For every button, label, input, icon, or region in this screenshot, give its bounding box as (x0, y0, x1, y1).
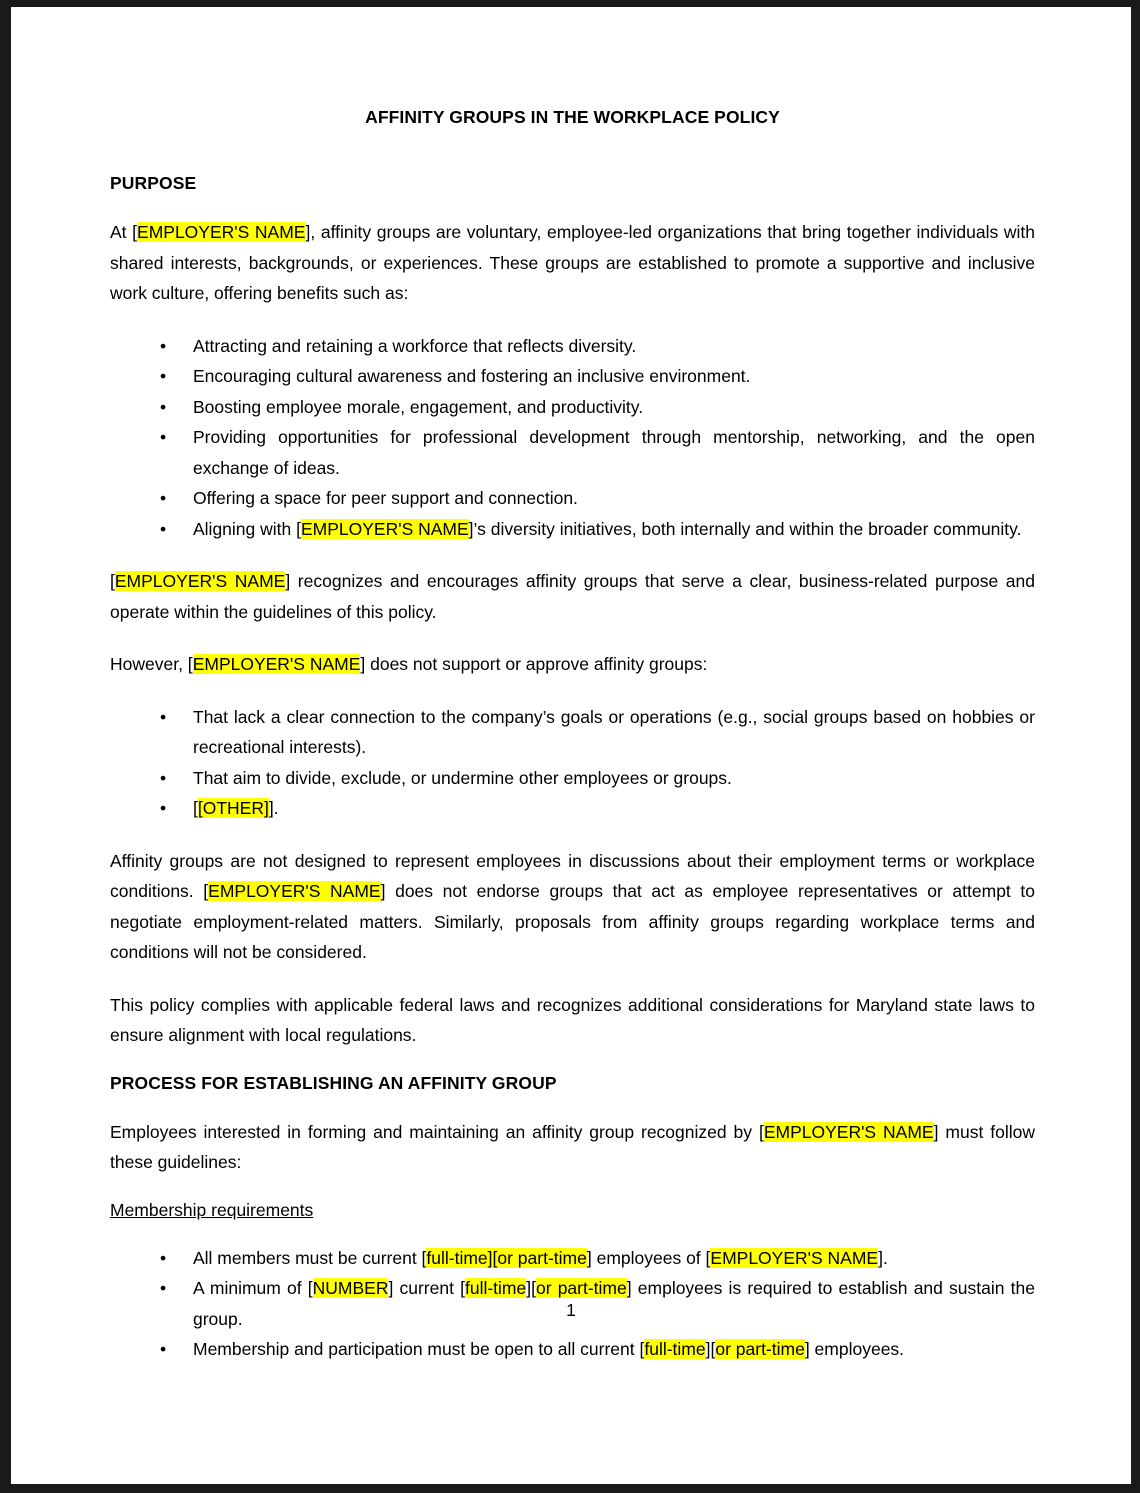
placeholder-part-time: or part-time (715, 1339, 805, 1359)
list-item (110, 793, 1035, 824)
text-fragment: Affinity groups are not designed to represent employees in discussions about their employment terms or workplace conditions. [ (110, 850, 1035, 901)
text-fragment: All members must be current [ (193, 1247, 427, 1268)
list-item: • Offering a space for peer support and connection. (110, 483, 1035, 514)
paragraph-compliance: This policy complies with applicable federal laws and recognizes additional considerations for Maryland state laws to ensure alignment with local regulations. (110, 994, 1035, 1045)
text-fragment: Membership and participation must be open to all current [ (193, 1339, 645, 1359)
text-fragment: [ (193, 798, 198, 818)
text-fragment: ] current [ (388, 1278, 465, 1298)
text-fragment: At [ (110, 222, 138, 242)
paragraph-recognizes (110, 566, 1035, 627)
list-item (110, 1334, 1035, 1365)
paragraph-however (110, 649, 1035, 680)
placeholder-employment-type: full-time][or part-time (426, 1247, 587, 1268)
list-item: • Encouraging cultural awareness and fostering an inclusive environment. (110, 361, 1035, 392)
text-fragment: ] must follow these guidelines: (110, 1121, 1035, 1172)
text-fragment: Aligning with [ (193, 518, 301, 539)
text-fragment: ]. (268, 798, 279, 818)
section-heading-purpose: PURPOSE (110, 173, 197, 193)
text-fragment: ] employees of [ (586, 1247, 711, 1268)
placeholder-employer-name: EMPLOYER'S NAME (300, 518, 469, 539)
placeholder-employer-name: EMPLOYER'S NAME (208, 881, 381, 901)
text-fragment: [ (110, 571, 115, 591)
document-page (11, 7, 1131, 1484)
text-fragment: A minimum of [ (193, 1278, 313, 1298)
placeholder-employer-name: EMPLOYER'S NAME (192, 654, 361, 674)
list-item (110, 514, 1035, 545)
list-not-supported (110, 702, 1035, 824)
paragraph-purpose-intro (110, 217, 1035, 309)
text-fragment: ][ (705, 1339, 716, 1359)
placeholder-part-time: or part-time (535, 1278, 627, 1298)
text-fragment: However, [ (110, 654, 193, 674)
text-fragment: ], affinity groups are voluntary, employee-led organizations that bring together individuals with shared interests, backgrounds, or experiences. These groups are established to promote a supportive and inclusive work culture, offering benefits such as: (110, 222, 1036, 303)
paragraph-process-intro (110, 1117, 1035, 1178)
document-title: AFFINITY GROUPS IN THE WORKPLACE POLICY (365, 107, 780, 127)
placeholder-other: [OTHER] (197, 798, 269, 818)
paragraph-representation (110, 846, 1035, 968)
text-fragment: ]’s diversity initiatives, both internally and within the broader community. (468, 518, 1022, 539)
list-item: • Attracting and retaining a workforce that reflects diversity. (110, 331, 1035, 362)
list-item: • That aim to divide, exclude, or undermine other employees or groups. (110, 763, 1035, 794)
text-fragment: ] recognizes and encourages affinity groups that serve a clear, business-related purpose and operate within the guidelines of this policy. (110, 571, 1036, 622)
placeholder-number: NUMBER (312, 1278, 389, 1298)
text-fragment: ] employees. (804, 1339, 905, 1359)
placeholder-employer-name: EMPLOYER'S NAME (763, 1121, 934, 1142)
text-fragment: Employees interested in forming and maintaining an affinity group recognized by [ (110, 1121, 764, 1142)
placeholder-employer-name: EMPLOYER'S NAME (710, 1247, 879, 1268)
placeholder-full-time: full-time (644, 1339, 706, 1359)
text-fragment: ] employees is required to establish and sustain the group. (193, 1278, 1035, 1329)
page-number: 1 (566, 1300, 576, 1320)
placeholder-full-time: full-time (464, 1278, 527, 1298)
text-fragment: ][ (526, 1278, 536, 1298)
placeholder-employer-name: EMPLOYER'S NAME (137, 222, 306, 242)
list-item: • That lack a clear connection to the company’s goals or operations (e.g., social groups based on hobbies or recreational interests). (110, 702, 1035, 763)
list-item: • Boosting employee morale, engagement, and productivity. (110, 392, 1035, 423)
subheading-membership-requirements: Membership requirements (110, 1199, 314, 1220)
list-item (110, 1243, 1035, 1274)
text-fragment: ]. (878, 1247, 888, 1268)
text-fragment: ] does not support or approve affinity groups: (360, 654, 708, 674)
section-heading-process: PROCESS FOR ESTABLISHING AN AFFINITY GROUP (110, 1072, 557, 1093)
list-benefits (110, 331, 1035, 545)
list-item: • Providing opportunities for professional development through mentorship, networking, and the open exchange of ideas. (110, 422, 1035, 483)
placeholder-employer-name: EMPLOYER'S NAME (114, 571, 286, 591)
document-body (110, 107, 1035, 1387)
text-fragment: ] does not endorse groups that act as employee representatives or attempt to negotiate employment-related matters. Similarly, proposals from affinity groups regarding workplace terms and conditions will not be considered. (110, 881, 1036, 962)
